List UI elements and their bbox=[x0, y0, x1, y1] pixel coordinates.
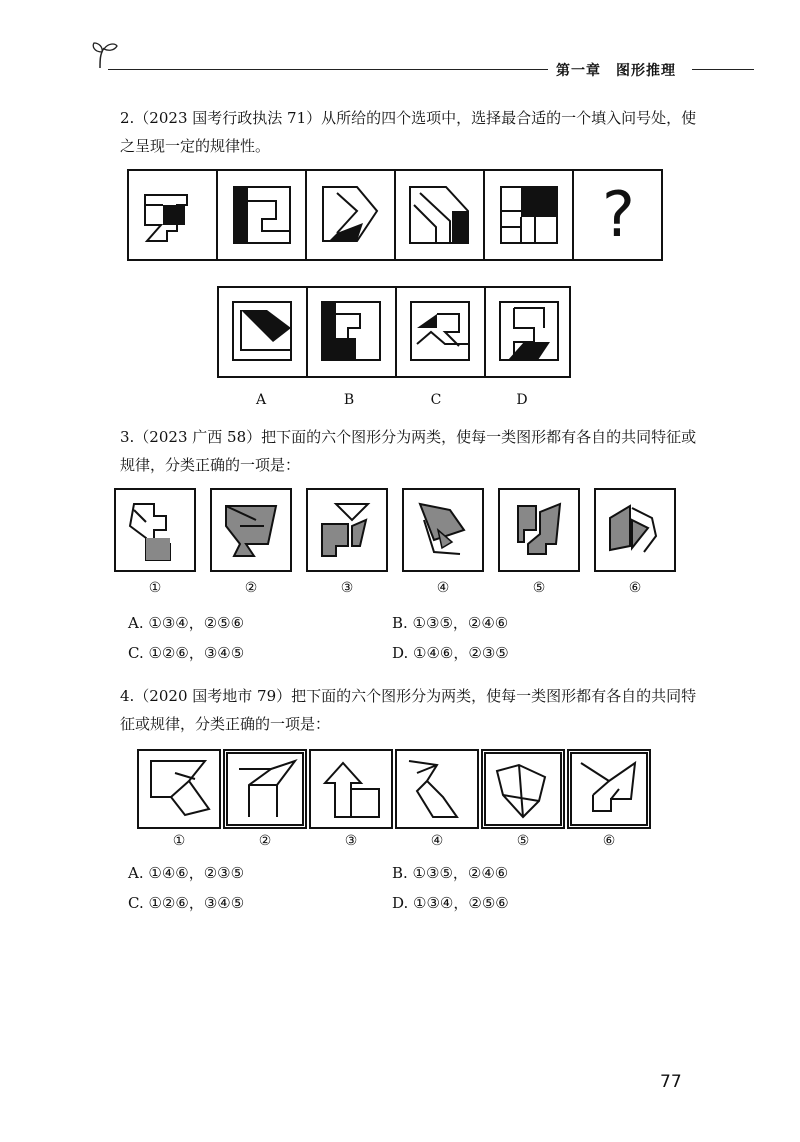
q4-label-5: ⑤ bbox=[516, 833, 530, 849]
q2-sequence-strip bbox=[127, 169, 663, 261]
q3-figure-4 bbox=[402, 488, 484, 572]
q2-figure-3 bbox=[307, 171, 396, 259]
q2-question-cell bbox=[574, 171, 663, 259]
q2-option-d-figure[interactable] bbox=[486, 288, 575, 376]
q4-answer-c[interactable]: C. ①②⑥，③④⑤ bbox=[128, 894, 245, 912]
q2-figure-5 bbox=[485, 171, 574, 259]
q4-figure-4 bbox=[395, 749, 479, 829]
q2-option-c-figure[interactable] bbox=[397, 288, 486, 376]
q4-label-3: ③ bbox=[344, 833, 358, 849]
q2-option-b-figure[interactable] bbox=[308, 288, 397, 376]
header-rule-left bbox=[108, 69, 548, 70]
q4-figure-5 bbox=[481, 749, 565, 829]
q3-figure-5 bbox=[498, 488, 580, 572]
q4-answer-d[interactable]: D. ①③④，②⑤⑥ bbox=[392, 894, 509, 912]
q3-label-3: ③ bbox=[340, 580, 354, 596]
q3-figure-6 bbox=[594, 488, 676, 572]
chapter-title: 第一章 图形推理 bbox=[556, 63, 676, 79]
q2-figure-1 bbox=[129, 171, 218, 259]
q2-figure-4 bbox=[396, 171, 485, 259]
q4-label-1: ① bbox=[172, 833, 186, 849]
q4-figure-1 bbox=[137, 749, 221, 829]
q4-figure-3 bbox=[309, 749, 393, 829]
q2-question: 2.（2023 国考行政执法 71）从所给的四个选项中，选择最合适的一个填入问号处，使之呈现一定的规律性。 bbox=[120, 109, 697, 155]
q2-option-b-label[interactable]: B bbox=[343, 392, 355, 408]
q3-answer-d[interactable]: D. ①④⑥，②③⑤ bbox=[392, 644, 509, 662]
q4-question: 4.（2020 国考地市 79）把下面的六个图形分为两类，使每一类图形都有各自的共同特征或规律，分类正确的一项是： bbox=[120, 687, 697, 733]
q3-answer-a[interactable]: A. ①③④，②⑤⑥ bbox=[128, 614, 245, 632]
q2-option-a-figure[interactable] bbox=[219, 288, 308, 376]
q4-figure-2 bbox=[223, 749, 307, 829]
q2-option-d-label[interactable]: D bbox=[516, 392, 528, 408]
q3-figure-1 bbox=[114, 488, 196, 572]
q4-figure-6 bbox=[567, 749, 651, 829]
q2-figure-2 bbox=[218, 171, 307, 259]
q3-text bbox=[120, 423, 700, 479]
q4-answer-b[interactable]: B. ①③⑤，②④⑥ bbox=[392, 864, 509, 882]
q3-label-1: ① bbox=[148, 580, 162, 596]
q3-label-6: ⑥ bbox=[628, 580, 642, 596]
q3-label-2: ② bbox=[244, 580, 258, 596]
page-number: 77 bbox=[660, 1072, 682, 1092]
sprout-icon bbox=[88, 40, 122, 70]
q3-label-4: ④ bbox=[436, 580, 450, 596]
q4-label-4: ④ bbox=[430, 833, 444, 849]
q3-label-5: ⑤ bbox=[532, 580, 546, 596]
q2-option-c-label[interactable]: C bbox=[430, 392, 442, 408]
q3-answer-c[interactable]: C. ①②⑥，③④⑤ bbox=[128, 644, 245, 662]
q3-answer-b[interactable]: B. ①③⑤，②④⑥ bbox=[392, 614, 509, 632]
q2-text bbox=[120, 104, 700, 160]
q3-question: 3.（2023 广西 58）把下面的六个图形分为两类，使每一类图形都有各自的共同特征或规律，分类正确的一项是： bbox=[120, 428, 697, 474]
question-mark: ? bbox=[602, 178, 635, 251]
q3-figure-2 bbox=[210, 488, 292, 572]
q4-text bbox=[120, 682, 700, 738]
q4-answer-a[interactable]: A. ①④⑥，②③⑤ bbox=[128, 864, 245, 882]
q4-label-6: ⑥ bbox=[602, 833, 616, 849]
q4-label-2: ② bbox=[258, 833, 272, 849]
q2-option-a-label[interactable]: A bbox=[255, 392, 267, 408]
q2-options-strip bbox=[217, 286, 571, 378]
header-rule-right bbox=[692, 69, 754, 70]
q3-figure-3 bbox=[306, 488, 388, 572]
